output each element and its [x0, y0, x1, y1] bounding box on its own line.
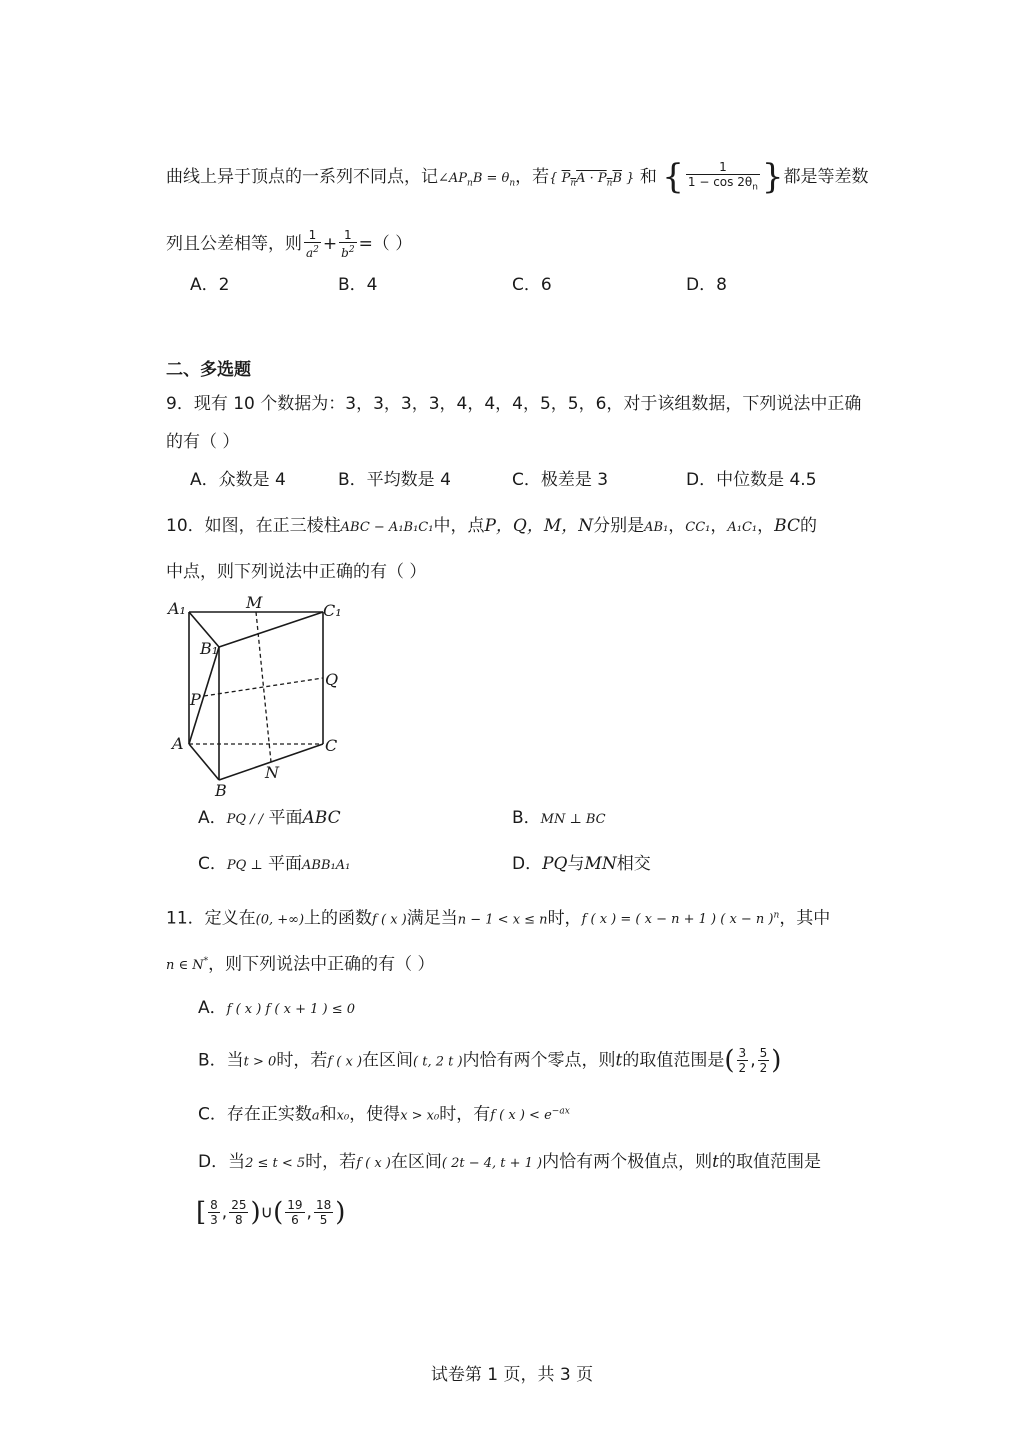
q8-option-b[interactable]: B．4	[338, 275, 378, 295]
q11-option-c[interactable]: C．存在正实数a和x₀，使得x > x₀时，有f ( x ) < $e^{-ax}$	[198, 1104, 570, 1125]
q10-option-c[interactable]: C．PQ ⊥ 平面ABB₁A₁	[198, 854, 351, 874]
q11-option-b[interactable]: B．当t > 0时，若f ( x )在区间( t, 2 t )内恰有两个零点，则t的取值范围是( $\frac{3}{2}$ , $\frac{5}{2}$ )	[198, 1045, 782, 1076]
q10-option-d[interactable]: D．PQ与MN相交	[512, 854, 651, 874]
q8-line2-text: 列且公差相等，则	[166, 234, 302, 254]
q8-line1-text: 曲线上异于顶点的一系列不同点，记	[166, 167, 438, 188]
q10-fenbie: 分别是	[593, 516, 645, 536]
q8-line2: 列且公差相等，则 $\frac{1}{a^2}$ + $\frac{1}{b^2}$ =（ ）	[166, 228, 413, 260]
q8-line1	[166, 157, 869, 198]
q9-option-a[interactable]: A．众数是 4	[190, 470, 286, 490]
q8-vector-set: { $P_nA \cdot P_nB$ }	[549, 171, 635, 189]
q11-line1: 11．定义在(0, +∞)上的函数f ( x )满足当n − 1 < x ≤ n时，f ( x ) = ( x − n + 1 ) ( x − n )$^n$，其中	[166, 908, 831, 929]
q8-left-brace: {	[662, 157, 684, 198]
q10-lead: 10．如图，在正三棱柱	[166, 516, 341, 536]
edge-b1-c1	[219, 612, 323, 647]
q8-frac-b: $\frac{1}{b^2}$	[341, 228, 355, 260]
q9-option-c[interactable]: C．极差是 3	[512, 470, 609, 490]
q9-line2: 的有（ ）	[166, 432, 240, 452]
q11-line2: n ∈ N*，则下列说法中正确的有（ ）	[166, 954, 435, 975]
q10-option-a[interactable]: A．PQ / / 平面ABC	[198, 808, 341, 828]
q8-fraction: $\frac{1}{1 - \cos 2\theta_n}$	[687, 160, 758, 193]
q8-angle: $\angle AP_nB = \theta_n$	[438, 171, 516, 189]
q10-line2: 中点，则下列说法中正确的有（ ）	[166, 562, 427, 582]
q8-ruo: ，若	[515, 167, 550, 188]
q11-option-a[interactable]: A．f ( x ) f ( x + 1 ) ≤ 0	[198, 998, 355, 1018]
q9-option-b[interactable]: B．平均数是 4	[338, 470, 451, 490]
q8-frac-a: $\frac{1}{a^2}$	[306, 228, 319, 260]
q9-option-d[interactable]: D．中位数是 4.5	[686, 470, 817, 490]
label-q: Q	[325, 670, 339, 689]
q10-de: 的	[799, 516, 817, 536]
q11-option-d-range: [ $\frac{8}{3}$ , $\frac{25}{8}$ )∪( $\frac{19}{6}$ , $\frac{18}{5}$ )	[196, 1197, 346, 1228]
q10-seg4: BC	[774, 516, 800, 536]
label-c: C	[325, 736, 338, 755]
q10-option-b[interactable]: B．MN ⊥ BC	[512, 808, 606, 828]
q9-line1: 9．现有 10 个数据为：3，3，3，3，4，4，4，5，5，6，对于该组数据，下列说法中正确	[166, 394, 862, 414]
label-a: A	[172, 734, 184, 753]
q10-line1: 10．如图，在正三棱柱ABC − A₁B₁C₁中，点P，Q，M，N分别是AB₁，CC₁，A₁C₁，BC的	[166, 516, 817, 536]
q8-option-c[interactable]: C．6	[512, 275, 552, 295]
label-p: P	[190, 690, 201, 709]
q10-seg1: AB₁	[644, 520, 669, 535]
label-n: N	[265, 763, 279, 782]
q8-line1-tail: 都是等差数	[783, 167, 869, 188]
q10-seg3: A₁C₁	[727, 520, 758, 535]
edge-a-b	[189, 744, 219, 780]
q10-points: P，Q，M，N	[484, 516, 594, 536]
q8-he: 和	[639, 167, 657, 188]
label-b1: B₁	[200, 639, 219, 658]
q8-equals: =（ ）	[358, 234, 413, 254]
segment-pq	[204, 678, 323, 696]
label-b: B	[215, 781, 227, 800]
page-footer: 试卷第 1 页，共 3 页	[430, 1365, 594, 1385]
q8-option-d[interactable]: D．8	[686, 275, 727, 295]
label-a1: A₁	[168, 599, 186, 618]
segment-mn	[256, 612, 271, 762]
q10-prism: ABC − A₁B₁C₁	[340, 520, 434, 535]
q10-mid: 中，点	[433, 516, 485, 536]
section-title: 二、多选题	[166, 360, 251, 380]
prism-figure	[160, 592, 360, 804]
label-m: M	[246, 593, 263, 612]
q8-option-a[interactable]: A．2	[190, 275, 230, 295]
q10-seg2: CC₁	[685, 520, 711, 535]
q11-option-d[interactable]: D．当2 ≤ t < 5时，若f ( x )在区间( 2t − 4, t + 1 )内恰有两个极值点，则t的取值范围是	[198, 1152, 821, 1172]
label-c1: C₁	[323, 601, 342, 620]
q8-right-brace: }	[761, 157, 784, 198]
